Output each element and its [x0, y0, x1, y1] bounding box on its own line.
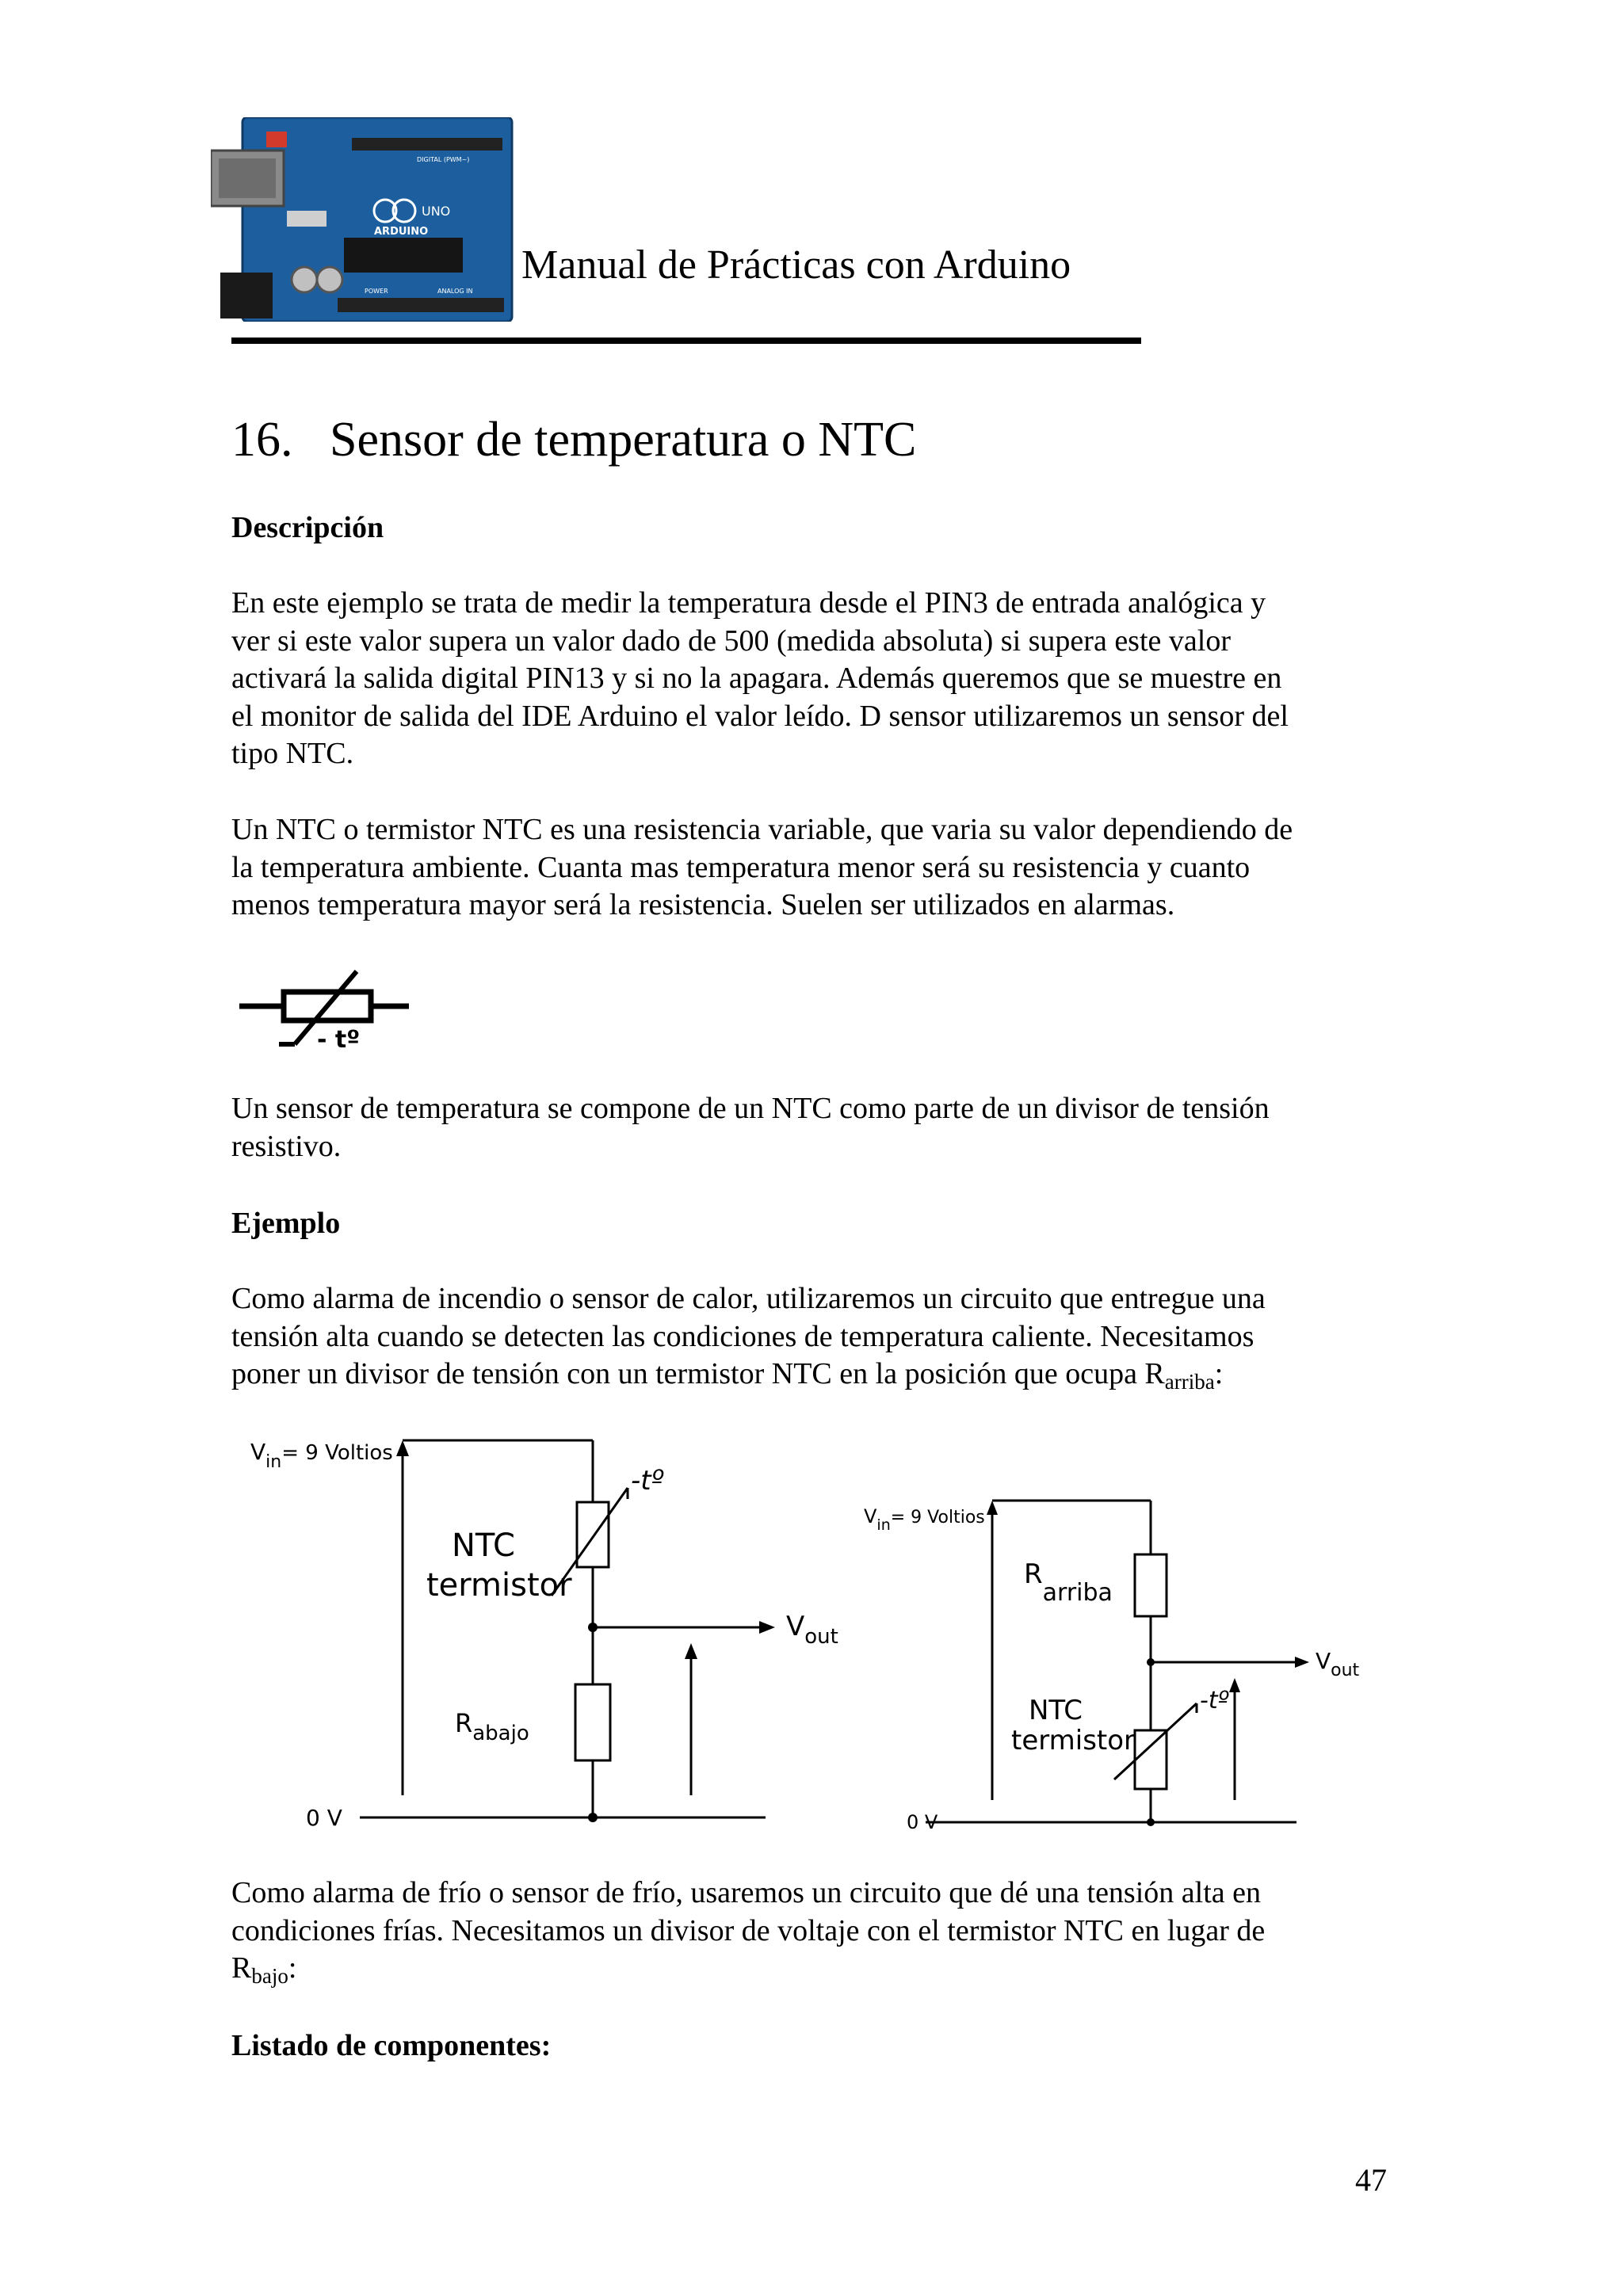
ground-label: 0 V	[907, 1811, 938, 1833]
board-label-digital: DIGITAL (PWM~)	[417, 156, 470, 163]
text-line: la temperatura ambiente. Cuanta mas temperatura menor será su resistencia y cuanto	[231, 850, 1251, 884]
text-line: tensión alta cuando se detecten las condiciones de temperatura caliente. Necesitamos	[231, 1319, 1254, 1353]
ntc-thermistor-symbol	[231, 965, 422, 1052]
svg-text:Vin= 9 Voltios: $V_{in}= 9$ Voltios	[864, 1505, 985, 1534]
board-brand: ARDUINO	[374, 226, 429, 238]
description-paragraph-3	[231, 1090, 1404, 1165]
chapter-number: 16.	[231, 413, 293, 467]
ntc-label-line2: termistor	[1011, 1725, 1136, 1756]
svg-text:Vout: $V_{out}$	[786, 1611, 838, 1649]
text-line: el monitor de salida del IDE Arduino el valor leído. D sensor utilizaremos un sensor del	[231, 699, 1289, 733]
ground-label: 0 V	[306, 1805, 342, 1831]
header-divider	[231, 338, 1141, 344]
text-line: activará la salida digital PIN13 y si no la apagara. Además queremos que se muestre en	[231, 662, 1282, 695]
text-line: condiciones frías. Necesitamos un divisor de voltaje con el termistor NTC en lugar de	[231, 1913, 1266, 1947]
temperature-label: -tº	[631, 1465, 664, 1497]
text-line: Un NTC o termistor NTC es una resistencia variable, que varia su valor dependiendo de	[231, 813, 1293, 846]
text-line: Un sensor de temperatura se compone de un NTC como parte de un divisor de tensión	[231, 1092, 1270, 1125]
description-paragraph-1	[231, 585, 1404, 773]
temperature-label: -tº	[1200, 1687, 1229, 1714]
example-heading: Ejemplo	[231, 1207, 341, 1240]
ntc-symbol-label: - tº	[317, 1026, 361, 1052]
svg-text:Rarriba: Rarriba	[1024, 1558, 1113, 1607]
page-number: 47	[1355, 2162, 1387, 2198]
text-line: resistivo.	[231, 1129, 342, 1163]
text-line: poner un divisor de tensión con un termistor NTC en la posición que ocupa $R_{arriba}$:	[231, 1357, 1224, 1394]
text-line: $R_{bajo}$:	[231, 1951, 297, 1988]
text-line: ver si este valor supera un valor dado de 500 (medida absoluta) si supera este valor	[231, 624, 1231, 658]
svg-text:Vin= 9 Voltios: $V_{in}= 9$ Voltios	[250, 1439, 393, 1472]
circuit-diagram-ntc-bottom	[856, 1489, 1379, 1838]
example-paragraph-1	[231, 1280, 1404, 1402]
ntc-label-line2: termistor	[426, 1567, 572, 1604]
svg-text:Rabajo: $R_{abajo}$	[455, 1708, 529, 1745]
board-label-analog: ANALOG IN	[437, 288, 473, 295]
text-line: En este ejemplo se trata de medir la temperatura desde el PIN3 de entrada analógica y	[231, 586, 1266, 620]
description-heading: Descripción	[231, 511, 384, 544]
chapter-title	[231, 412, 916, 468]
text-line: Como alarma de frío o sensor de frío, usaremos un circuito que dé una tensión alta en	[231, 1876, 1261, 1909]
manual-header-title: Manual de Prácticas con Arduino	[521, 242, 1071, 288]
text-line: tipo NTC.	[231, 737, 354, 770]
svg-text:Vout: $V_{out}$	[1316, 1648, 1360, 1680]
components-heading: Listado de componentes:	[231, 2029, 552, 2062]
circuit-diagram-ntc-top	[231, 1423, 865, 1851]
board-label-power: POWER	[365, 288, 388, 295]
text-line: menos temperatura mayor será la resistencia. Suelen ser utilizados en alarmas.	[231, 888, 1175, 921]
example-paragraph-2	[231, 1875, 1404, 1996]
board-model: UNO	[422, 204, 451, 219]
text-line: Como alarma de incendio o sensor de calor, utilizaremos un circuito que entregue una	[231, 1282, 1266, 1315]
description-paragraph-2	[231, 811, 1404, 925]
arduino-uno-board-image	[211, 117, 523, 322]
ntc-label-line1: NTC	[1029, 1695, 1083, 1726]
ntc-label-line1: NTC	[452, 1527, 515, 1564]
chapter-title-text: Sensor de temperatura o NTC	[330, 413, 917, 467]
